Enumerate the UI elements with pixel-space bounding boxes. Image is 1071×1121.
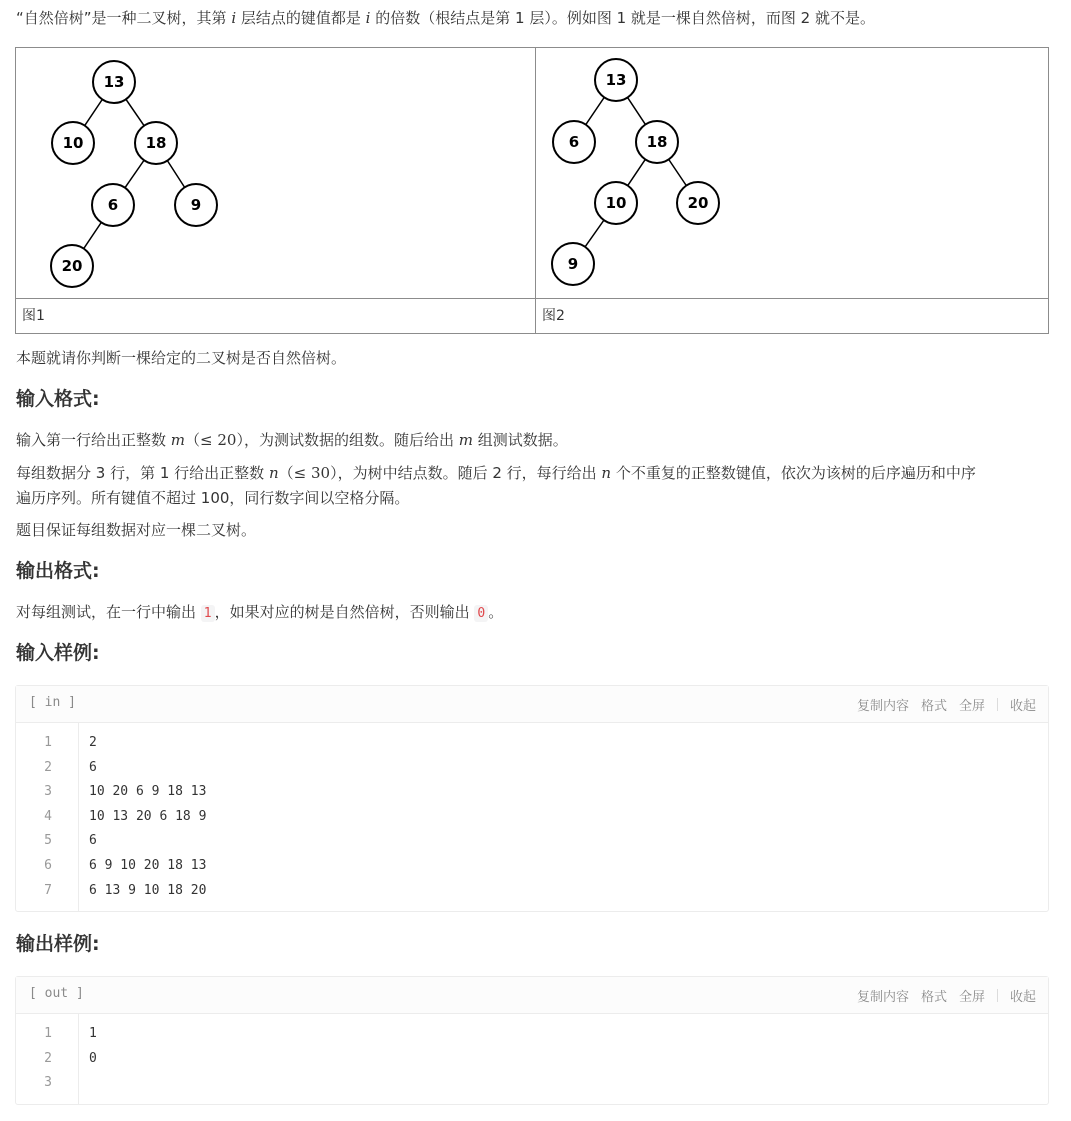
- line-number: 2: [44, 759, 52, 775]
- svg-text:6: 6: [107, 196, 119, 214]
- tree-node: [595, 59, 637, 101]
- code-line: 6 9 10 20 18 13: [89, 857, 207, 873]
- sample-input-heading: 输入样例:: [16, 642, 100, 664]
- svg-text:20: 20: [687, 194, 709, 212]
- text: 。: [488, 603, 504, 621]
- tree-node: [595, 182, 637, 224]
- code-line: 10 20 6 9 18 13: [89, 784, 207, 800]
- input-format-heading: 输入格式:: [16, 388, 100, 410]
- output-format-text: [16, 600, 503, 626]
- line-number: 3: [44, 784, 52, 800]
- code-line: 6: [89, 833, 97, 849]
- svg-text:9: 9: [567, 255, 579, 273]
- line-number: 1: [44, 1026, 52, 1041]
- math-i: i: [365, 9, 371, 27]
- svg-text:18: 18: [145, 134, 167, 152]
- output-format-heading: 输出格式:: [16, 560, 100, 582]
- inline-code: 1: [201, 605, 215, 622]
- code-lines[interactable]: [79, 1014, 97, 1104]
- text: 对每组测试，在一行中输出: [16, 603, 201, 621]
- fullscreen-button[interactable]: 全屏: [958, 990, 985, 1005]
- copy-button[interactable]: 复制内容: [856, 699, 909, 714]
- sample-output-heading: 输出样例:: [16, 933, 100, 955]
- fullscreen-button[interactable]: 全屏: [958, 699, 985, 714]
- math-le: ≤ 30: [293, 464, 331, 482]
- tree-node: [677, 182, 719, 224]
- code-lines[interactable]: [79, 723, 206, 911]
- code-line: 2: [89, 735, 97, 750]
- input-format-line-2: [16, 461, 976, 485]
- tree-node: [93, 61, 135, 103]
- line-number: 1: [44, 735, 52, 750]
- figure-1-cell: [16, 48, 536, 299]
- text: 组测试数据。: [472, 431, 568, 449]
- intro-text-1: “自然倍树”是一种二叉树，其第: [16, 9, 232, 27]
- code-tag: [ in ]: [29, 695, 76, 710]
- format-button[interactable]: 格式: [920, 699, 947, 714]
- collapse-button[interactable]: 收起: [1009, 990, 1036, 1005]
- line-gutter: [16, 723, 79, 911]
- line-number: 3: [44, 1075, 52, 1091]
- math-m: m: [458, 431, 473, 449]
- code-actions: [845, 695, 1036, 714]
- svg-text:18: 18: [646, 133, 668, 151]
- figure-2-cell: [536, 48, 1049, 299]
- tree-node: [51, 245, 93, 287]
- line-number: 4: [44, 808, 52, 824]
- math-n: n: [601, 464, 612, 482]
- input-format-line-4: 题目保证每组数据对应一棵二叉树。: [16, 521, 257, 539]
- figure-1-caption: 图1: [16, 299, 536, 334]
- input-format-line-3: 遍历序列。所有键值不超过 100，同行数字间以空格分隔。: [16, 489, 410, 507]
- intro-text-2: 层结点的键值都是: [236, 9, 366, 27]
- text: （: [278, 464, 294, 482]
- text: 每组数据分 3 行，第 1 行给出正整数: [16, 464, 269, 482]
- format-button[interactable]: 格式: [920, 990, 947, 1005]
- line-number: 5: [44, 833, 52, 849]
- tree-node: [175, 184, 217, 226]
- code-tag: [ out ]: [29, 986, 84, 1001]
- task-statement: 本题就请你判断一棵给定的二叉树是否自然倍树。: [16, 349, 347, 367]
- math-m: m: [170, 431, 186, 449]
- code-line: 0: [89, 1050, 97, 1066]
- line-number: 6: [44, 857, 52, 873]
- tree-node: [52, 122, 94, 164]
- math-n: n: [268, 464, 279, 482]
- math-le: ≤ 20: [200, 431, 237, 449]
- text: ），为树中结点数。随后 2 行，每行给出: [330, 464, 602, 482]
- figure-2-caption: 图2: [536, 299, 1049, 334]
- code-line: 6 13 9 10 18 20: [89, 882, 207, 898]
- code-line: [89, 1071, 97, 1096]
- line-gutter: [16, 1014, 79, 1104]
- tree-node: [636, 121, 678, 163]
- code-body: [16, 723, 1048, 911]
- math-i: i: [231, 9, 237, 27]
- code-body: [16, 1014, 1048, 1104]
- code-line: 6: [89, 759, 97, 775]
- intro-text-3: 的倍数（根结点是第 1 层）。例如图 1 就是一棵自然倍树，而图 2 就不是。: [370, 9, 875, 27]
- code-header: [16, 977, 1048, 1014]
- tree-figure-1: [16, 48, 535, 294]
- tree-node: [552, 243, 594, 285]
- text: ，如果对应的树是自然倍树，否则输出: [214, 603, 475, 621]
- input-format-line-1: [16, 428, 568, 452]
- tree-node: [92, 184, 134, 226]
- text: 输入第一行给出正整数: [16, 431, 171, 449]
- tree-figure-2: [536, 48, 1048, 294]
- intro-paragraph: [16, 6, 875, 30]
- text: 个不重复的正整数键值，依次为该树的后序遍历和中序: [611, 464, 976, 482]
- text: ），为测试数据的组数。随后给出: [236, 431, 459, 449]
- svg-text:13: 13: [103, 73, 125, 91]
- figures-table: [15, 47, 1049, 334]
- line-number: 7: [44, 882, 52, 898]
- code-line: 10 13 20 6 18 9: [89, 808, 207, 824]
- divider: [997, 989, 998, 1002]
- sample-input-block: [15, 685, 1049, 912]
- svg-text:9: 9: [190, 196, 202, 214]
- copy-button[interactable]: 复制内容: [856, 990, 909, 1005]
- text: （: [185, 431, 201, 449]
- svg-text:6: 6: [568, 133, 580, 151]
- line-number: 2: [44, 1050, 52, 1066]
- inline-code: 0: [474, 605, 488, 622]
- svg-text:10: 10: [605, 194, 627, 212]
- svg-text:13: 13: [605, 71, 627, 89]
- code-line: 1: [89, 1026, 97, 1041]
- tree-node: [135, 122, 177, 164]
- code-actions: [845, 986, 1036, 1005]
- tree-node: [553, 121, 595, 163]
- svg-text:20: 20: [61, 257, 83, 275]
- code-header: [16, 686, 1048, 723]
- sample-output-block: [15, 976, 1049, 1105]
- svg-text:10: 10: [62, 134, 84, 152]
- collapse-button[interactable]: 收起: [1009, 699, 1036, 714]
- divider: [997, 698, 998, 711]
